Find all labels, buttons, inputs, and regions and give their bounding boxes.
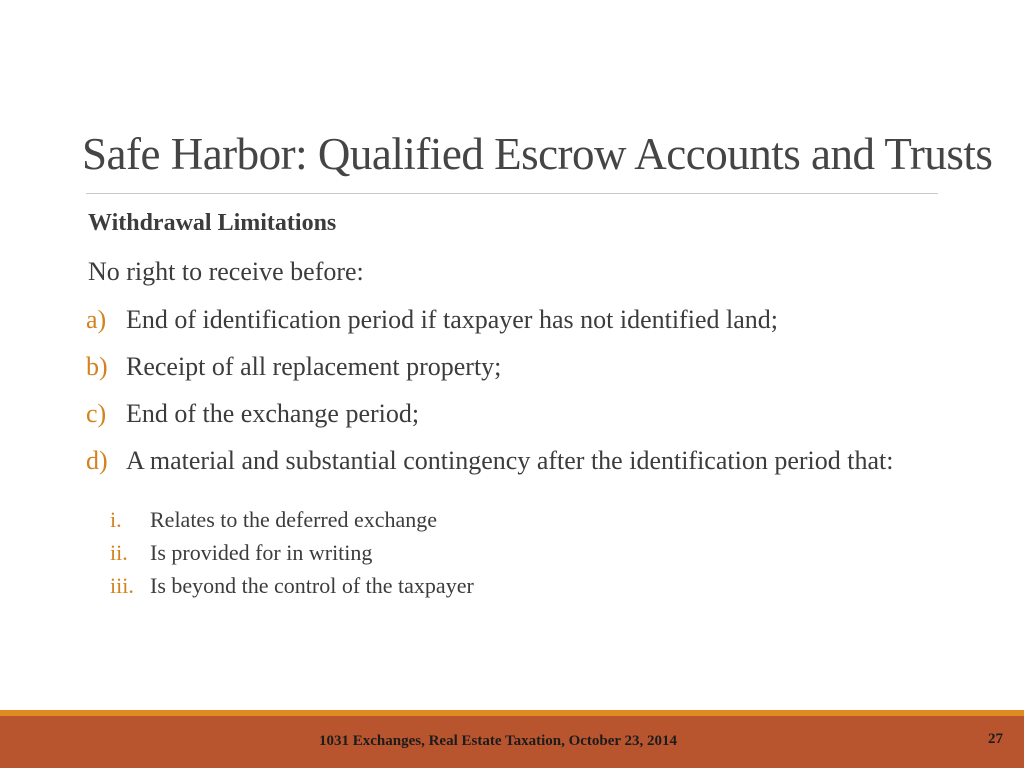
list-item-text: End of the exchange period; — [126, 399, 420, 428]
list-marker: c) — [86, 399, 107, 428]
list-marker: b) — [86, 352, 108, 381]
sub-list-marker: ii. — [110, 540, 128, 565]
page-number: 27 — [988, 731, 1003, 747]
sub-list-item-text: Is beyond the control of the taxpayer — [150, 573, 474, 598]
slide-title: Safe Harbor: Qualified Escrow Accounts and Trusts — [82, 129, 993, 179]
list-marker: a) — [86, 305, 107, 334]
footer-caption: 1031 Exchanges, Real Estate Taxation, October 23, 2014 — [319, 733, 678, 749]
section-heading: Withdrawal Limitations — [88, 210, 337, 236]
list-item-text: Receipt of all replacement property; — [126, 352, 502, 381]
sub-list-item-text: Is provided for in writing — [150, 540, 373, 565]
list-item-text: End of identification period if taxpayer has not identified land; — [126, 305, 778, 334]
sub-list-item-text: Relates to the deferred exchange — [150, 507, 438, 532]
intro-text: No right to receive before: — [88, 257, 364, 286]
sub-list-marker: i. — [110, 507, 122, 532]
list-marker: d) — [86, 446, 108, 475]
title-divider — [86, 193, 938, 194]
sub-list-marker: iii. — [110, 573, 134, 598]
list-item-text: A material and substantial contingency after the identification period that: — [126, 446, 894, 475]
